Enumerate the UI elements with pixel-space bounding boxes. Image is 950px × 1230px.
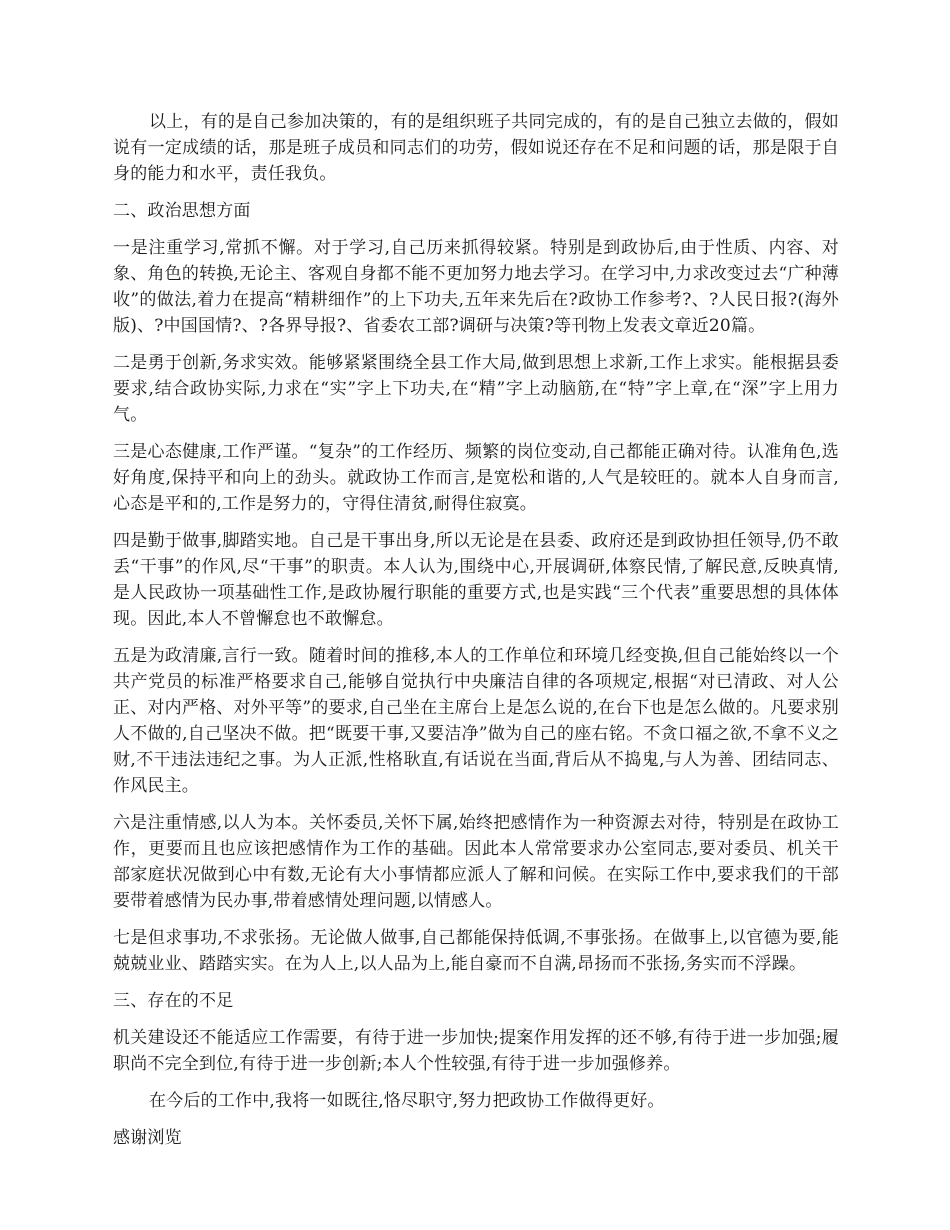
paragraph-point-seven: 七是但求事功,不求张扬。无论做人做事,自己都能保持低调,不事张扬。在做事上,以官德为要,能兢兢业业、踏踏实实。在为人上,以人品为上,能自豪而不自满,昂扬而不张扬,务实而不浮躁。 [113,928,839,974]
paragraph-point-three: 三是心态健康,工作严谨。“复杂”的工作经历、频繁的岗位变动,自己都能正确对待。认准角色,选好角度,保持平和向上的劲头。就政协工作而言,是宽松和谐的,人气是较旺的。就本人自身而言,心态是平和的,工作是努力的，守得住清贫,耐得住寂寞。 [113,442,839,514]
paragraph-point-six: 六是注重情感,以人为本。关怀委员,关怀下属,始终把感情作为一种资源去对待，特别是在政协工作，更要而且也应该把感情作为工作的基础。因此本人常常要求办公室同志,要对委员、机关干部家庭状况做到心中有数,无论有大小事情都应派人了解和问候。在实际工作中,要求我们的干部要带着感情为民办事,带着感情处理问题,以情感人。 [113,813,839,911]
document-body [113,109,839,1162]
section-heading-shortcomings: 三、存在的不足 [113,991,234,1011]
closing-paragraph: 在今后的工作中,我将一如既往,恪尽职守,努力把政协工作做得更好。 [149,1091,665,1111]
shortcomings-paragraph: 机关建设还不能适应工作需要，有待于进一步加快;提案作用发挥的还不够,有待于进一步加强;履职尚不完全到位,有待于进一步创新;本人个性较强,有待于进一步加强修养。 [113,1028,839,1074]
summary-paragraph: 以上，有的是自己参加决策的，有的是组织班子共同完成的，有的是自己独立去做的，假如说有一定成绩的话，那是班子成员和同志们的功劳，假如说还存在不足和问题的话，那是限于自身的能力和水平，责任我负。 [113,112,839,184]
paragraph-point-two: 二是勇于创新,务求实效。能够紧紧围绕全县工作大局,做到思想上求新,工作上求实。能根据县委要求,结合政协实际,力求在“实”字上下功夫,在“精”字上动脑筋,在“特”字上章,在“深”字上用力气。 [113,353,839,425]
paragraph-point-one: 一是注重学习,常抓不懈。对于学习,自己历来抓得较紧。特别是到政协后,由于性质、内容、对象、角色的转换,无论主、客观自身都不能不更加努力地去学习。在学习中,力求改变过去“广种薄收”的做法,着力在提高“精耕细作”的上下功夫,五年来先后在?政协工作参考?、?人民日报?(海外版)、?中国国情?、?各界导报?、省委农工部?调研与决策?等刊物上发表文章近20篇。 [113,238,839,336]
paragraph-point-five: 五是为政清廉,言行一致。随着时间的推移,本人的工作单位和环境几经变换,但自己能始终以一个共产党员的标准严格要求自己,能够自觉执行中央廉洁自律的各项规定,根据“对已清政、对人公正、对内严格、对外平等”的要求,自己坐在主席台上是怎么说的,在台下也是怎么做的。凡要求别人不做的,自己坚决不做。把“既要干事,又要洁净”做为自己的座右铭。不贪口福之欲,不拿不义之财,不干违法违纪之事。为人正派,性格耿直,有话说在当面,背后从不捣鬼,与人为善、团结同志、作风民主。 [113,646,839,796]
section-heading-political-thought: 二、政治思想方面 [113,201,251,221]
thanks-line: 感谢浏览 [113,1128,182,1148]
paragraph-point-four: 四是勤于做事,脚踏实地。自己是干事出身,所以无论是在县委、政府还是到政协担任领导,仍不敢丢“干事”的作风,尽“干事”的职责。本人认为,围绕中心,开展调研,体察民情,了解民意,反映真情,是人民政协一项基础性工作,是政协履行职能的重要方式,也是实践“三个代表”重要思想的具体体现。因此,本人不曾懈怠也不敢懈怠。 [113,531,839,629]
